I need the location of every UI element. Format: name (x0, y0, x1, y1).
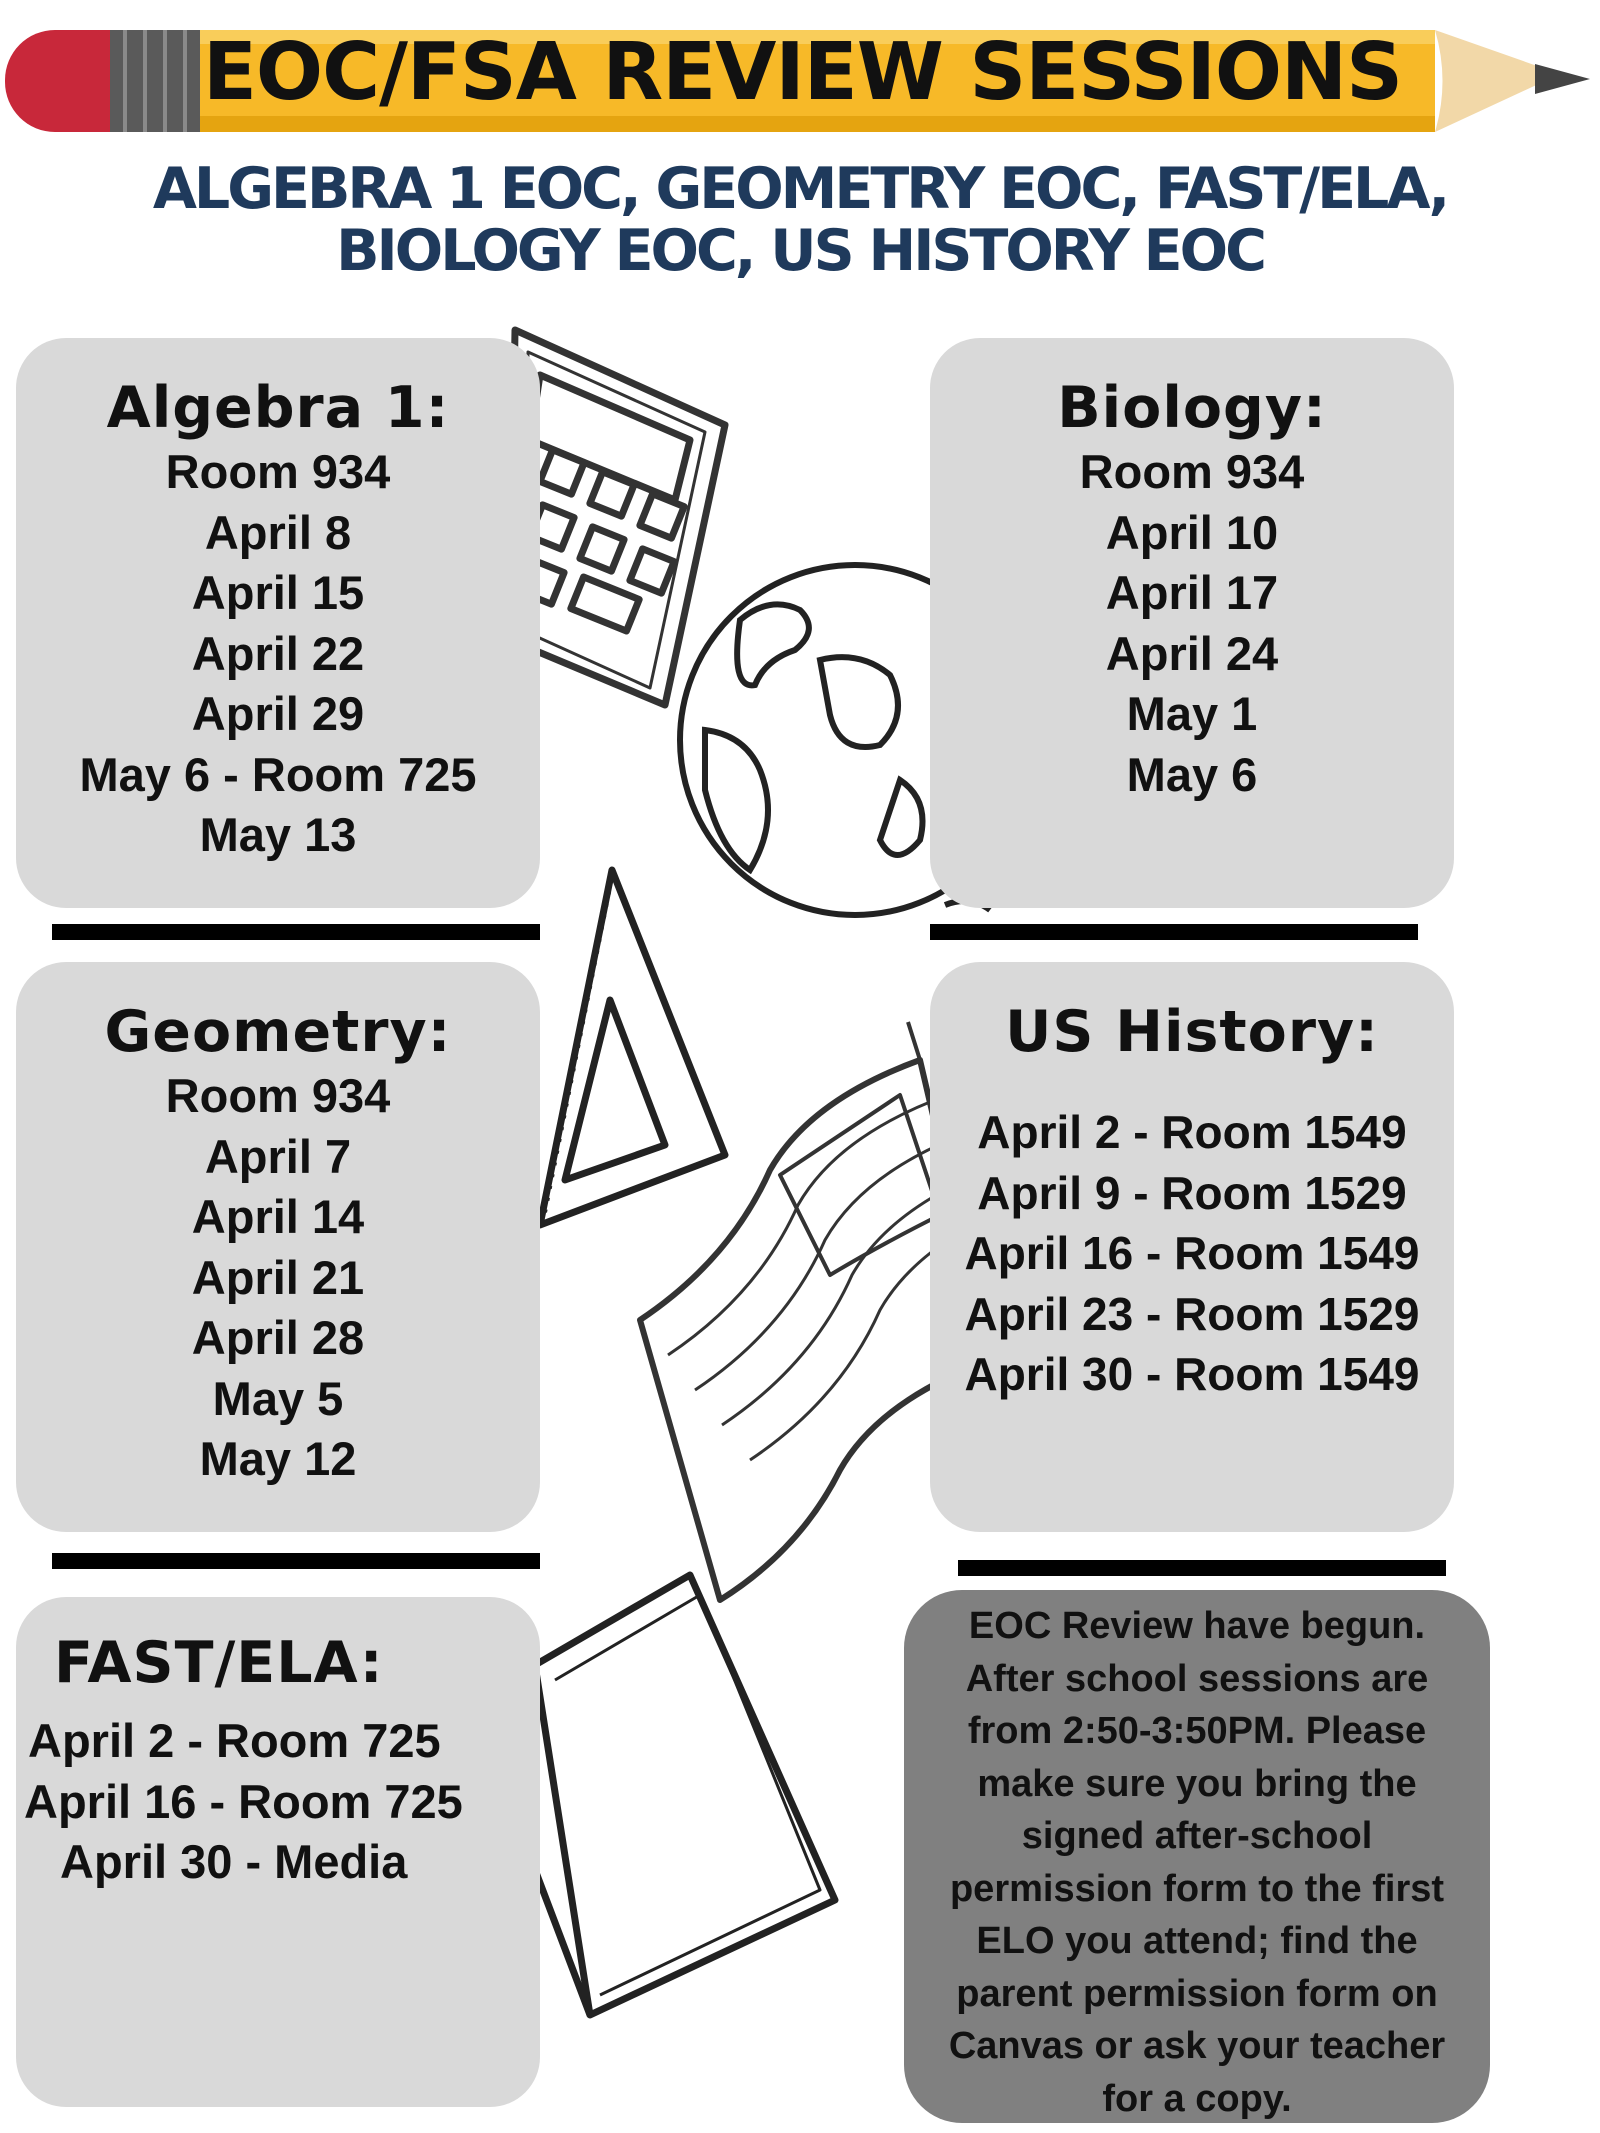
geometry-session: April 7 (204, 1129, 352, 1183)
algebra-session: May 13 (199, 808, 357, 861)
biology-card (930, 338, 1454, 908)
note-line: from 2:50-3:50PM. Please (967, 1710, 1427, 1752)
note-line: After school sessions are (965, 1657, 1429, 1700)
calculator-icon (510, 330, 725, 705)
us-history-session: April 30 - Room 1549 (964, 1348, 1420, 1400)
geometry-card (16, 962, 540, 1532)
geometry-session: May 12 (199, 1432, 357, 1485)
pencil-lead (1535, 64, 1590, 94)
fast-ela-session: April 16 - Room 725 (24, 1774, 463, 1828)
divider-rule (930, 924, 1418, 940)
book-icon (520, 1575, 835, 2015)
biology-session: April 17 (1105, 566, 1279, 619)
geometry-session: April 28 (191, 1311, 365, 1364)
biology-session: May 6 (1126, 747, 1258, 801)
geometry-heading: Geometry: (104, 999, 452, 1065)
geometry-session: May 5 (212, 1371, 344, 1425)
subtitle-line-1: ALGEBRA 1 EOC, GEOMETRY EOC, FAST/ELA, (152, 156, 1448, 222)
note-line: permission form to the first (949, 1867, 1445, 1910)
algebra-session: Room 934 (165, 445, 391, 498)
subject-subtitle (60, 158, 1540, 282)
page-title: EOC/FSA REVIEW SESSIONS (202, 26, 1403, 118)
biology-session: April 10 (1105, 505, 1279, 559)
algebra-session: April 29 (191, 687, 365, 740)
subtitle-line-2: BIOLOGY EOC, US HISTORY EOC (336, 218, 1264, 284)
biology-session: Room 934 (1079, 445, 1305, 498)
fast-ela-session: April 30 - Media (60, 1835, 408, 1888)
algebra-session: April 15 (191, 566, 365, 619)
us-history-session: April 9 - Room 1529 (977, 1166, 1407, 1219)
biology-session: May 1 (1126, 687, 1258, 740)
algebra-session: April 8 (204, 505, 352, 559)
note-line: EOC Review have begun. (968, 1605, 1426, 1647)
us-history-session: April 23 - Room 1529 (964, 1287, 1420, 1340)
geometry-session: April 21 (191, 1250, 365, 1304)
fast-ela-session: April 2 - Room 725 (28, 1714, 441, 1767)
geometry-session: Room 934 (165, 1069, 391, 1122)
divider-rule (52, 924, 540, 940)
biology-session: April 24 (1105, 626, 1279, 680)
note-line: Canvas or ask your teacher (948, 2025, 1446, 2067)
info-note-card (904, 1590, 1490, 2123)
algebra-heading: Algebra 1: (106, 375, 450, 441)
note-line: for a copy. (1102, 2077, 1292, 2120)
algebra-session: April 22 (191, 626, 365, 680)
us-history-session: April 16 - Room 1549 (964, 1227, 1420, 1279)
algebra-session: May 6 - Room 725 (79, 747, 477, 801)
triangle-ruler-icon (540, 870, 725, 1225)
algebra-card (16, 338, 540, 908)
note-line: parent permission form on (956, 1972, 1438, 2015)
divider-rule (958, 1560, 1446, 1576)
us-history-card (930, 962, 1454, 1532)
biology-heading: Biology: (1057, 375, 1327, 441)
info-note-text (904, 1600, 1490, 2125)
note-line: signed after-school (1021, 1815, 1373, 1857)
note-line: ELO you attend; find the (976, 1920, 1418, 1962)
fast-ela-heading: FAST/ELA: (54, 1630, 384, 1696)
note-line: make sure you bring the (977, 1762, 1417, 1805)
us-history-session: April 2 - Room 1549 (977, 1106, 1407, 1158)
geometry-session: April 14 (191, 1190, 365, 1243)
divider-rule (52, 1553, 540, 1569)
fast-ela-card (16, 1597, 540, 2107)
us-history-heading: US History: (1005, 999, 1379, 1065)
